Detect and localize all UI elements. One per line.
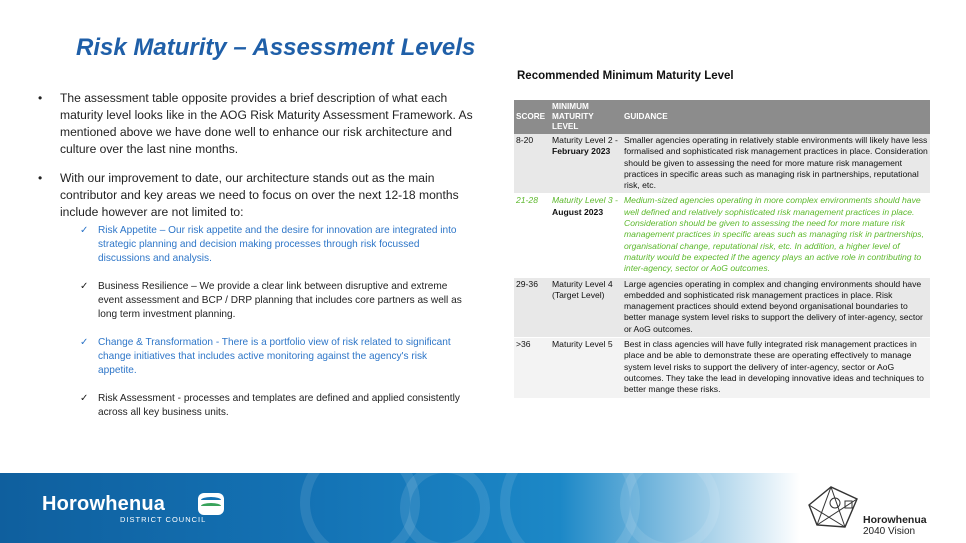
level-text: Maturity Level 2 -	[552, 135, 618, 145]
score-cell: 29-36	[514, 277, 550, 337]
council-wave-icon	[198, 493, 224, 515]
score-cell: 21-28	[514, 194, 550, 277]
focus-item-text: Business Resilience – We provide a clear link between disruptive and extreme event assessment and BCP / DRP planning that includes core partners as well as long term investment planning.	[98, 281, 462, 320]
table-row	[514, 194, 930, 277]
focus-item-change-transformation	[80, 336, 465, 378]
focus-item-risk-assessment	[80, 392, 465, 420]
council-logo-sub: DISTRICT COUNCIL	[120, 515, 207, 524]
vision-emblem-icon	[805, 485, 861, 531]
maturity-table	[514, 100, 930, 399]
level-cell: Maturity Level 5	[550, 338, 622, 398]
vision-logo-name: Horowhenua	[863, 514, 927, 526]
column-header-level: MINIMUM MATURITY LEVEL	[550, 100, 622, 134]
vision-logo	[803, 481, 943, 541]
council-logo	[42, 493, 206, 525]
bullet-item	[38, 170, 478, 221]
checkmark-icon: ✓	[80, 393, 89, 404]
level-text: Maturity Level 4	[552, 278, 613, 289]
bullet-item	[38, 90, 478, 158]
score-cell: 8-20	[514, 134, 550, 194]
vision-logo-sub: 2040 Vision	[863, 526, 916, 537]
level-date: August 2023	[552, 206, 604, 217]
decorative-swirl	[620, 473, 720, 543]
score-cell: >36	[514, 338, 550, 398]
table-heading: Recommended Minimum Maturity Level	[517, 70, 734, 82]
focus-item-text: Risk Assessment - processes and templates are defined and applied consistently across all key business units.	[98, 393, 460, 418]
slide-title: Risk Maturity – Assessment Levels	[76, 34, 476, 61]
bullet-list	[38, 90, 478, 233]
table-row	[514, 277, 930, 337]
focus-area-list	[80, 224, 465, 434]
footer-band	[0, 473, 800, 543]
bullet-text: The assessment table opposite provides a brief description of what each maturity level looks like in the AOG Risk Maturity Assessment Framework. As mentioned above we have done well to enhance our risk architecture and culture over the last nine months.	[60, 91, 473, 156]
guidance-cell: Large agencies operating in complex and changing environments should have embedded and sophisticated risk management practices in place. Risk management practices should extend beyond organisational boundaries to better manage system level risks to support the delivery of inter-agency, sector or AoG outcomes.	[622, 277, 930, 337]
decorative-swirl	[400, 473, 490, 543]
table-row	[514, 134, 930, 194]
focus-item-business-resilience	[80, 280, 465, 322]
bullet-text: With our improvement to date, our architecture stands out as the main contributor and key areas we need to focus on over the next 12-18 months include however are not limited to:	[60, 171, 459, 219]
focus-item-text: Change & Transformation - There is a portfolio view of risk related to significant change initiatives that includes active monitoring against the agency's risk appetite.	[98, 337, 451, 376]
level-note: (Target Level)	[552, 289, 605, 300]
bullet-marker: •	[38, 171, 43, 185]
checkmark-icon: ✓	[80, 225, 89, 236]
decorative-swirl	[500, 473, 640, 543]
table-header-row	[514, 100, 930, 134]
checkmark-icon: ✓	[80, 337, 89, 348]
column-header-guidance: GUIDANCE	[622, 100, 930, 134]
level-text: Maturity Level 3 -	[552, 195, 618, 206]
column-header-score: SCORE	[514, 100, 550, 134]
focus-item-text: Risk Appetite – Our risk appetite and the desire for innovation are integrated into strategic planning and decision making processes through risk focussed discussions and analysis.	[98, 225, 457, 264]
level-cell	[550, 134, 622, 194]
vision-logo-text	[863, 514, 927, 538]
bullet-marker: •	[38, 91, 43, 105]
level-cell	[550, 277, 622, 337]
council-logo-name: Horowhenua	[42, 493, 166, 515]
footer	[0, 473, 966, 543]
guidance-cell: Best in class agencies will have fully integrated risk management practices in place and be able to demonstrate these are operating effectively to manage system level risks to support the delivery of inter-agency, sector or AoG outcomes. They take the lead in developing innovative ideas and techniques to better mange these risks.	[622, 338, 930, 398]
table-row	[514, 338, 930, 398]
checkmark-icon: ✓	[80, 281, 89, 292]
guidance-cell: Smaller agencies operating in relatively stable environments will likely have less formalised and sophisticated risk management practices in place. Consideration should be given to assessing the need for more mature risk management practices in specific areas such as managing risk in partnerships, reputational risk, etc.	[622, 134, 930, 194]
focus-item-risk-appetite	[80, 224, 465, 266]
level-date: February 2023	[552, 146, 611, 157]
guidance-cell: Medium-sized agencies operating in more complex environments should have well defined and relatively sophisticated risk management practices in place. Consideration should be given to assessing the need for more mature risk management practices in specific areas such as managing risk in partnerships, organisational change, reputational risk, etc. In addition, a higher level of maturity would be expected if the agency plays an active role in contributing to inter-agency, sector or AoG outcomes.	[622, 194, 930, 277]
level-cell	[550, 194, 622, 277]
